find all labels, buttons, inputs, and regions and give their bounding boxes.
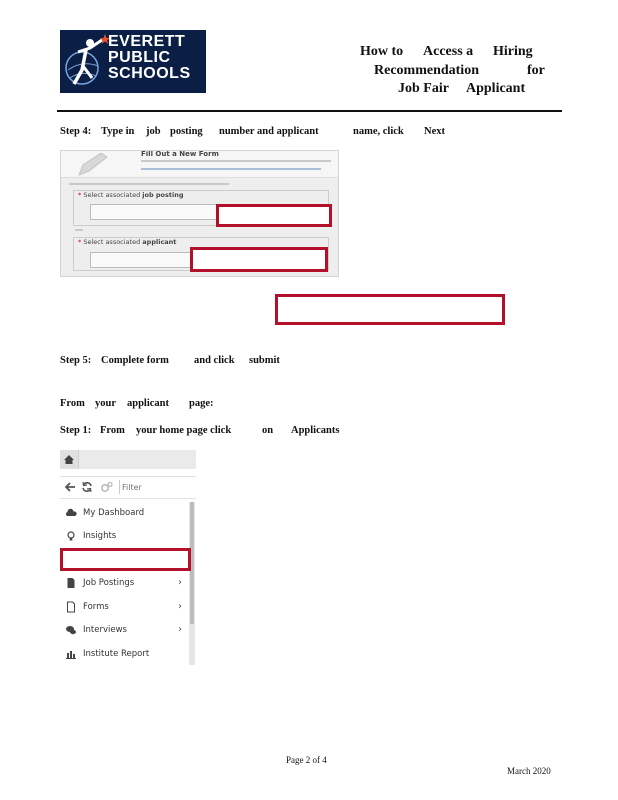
back-arrow-icon[interactable] <box>64 481 76 493</box>
applicant-section: * Select associated applicant <box>73 237 329 271</box>
next-button-highlight[interactable] <box>275 294 505 325</box>
form-icon <box>65 601 77 613</box>
nav-item-my-dashboard[interactable]: My Dashboard <box>60 502 188 524</box>
nav-item-interviews[interactable]: Interviews › <box>60 619 188 641</box>
menu-scrollbar[interactable] <box>189 502 195 665</box>
home-icon <box>60 450 78 469</box>
applicant-highlight <box>190 247 328 272</box>
bar-chart-icon <box>65 648 77 660</box>
page-number: Page 2 of 4 <box>286 755 327 765</box>
job-posting-section: * Select associated job posting <box>73 190 329 226</box>
home-tab[interactable] <box>60 450 79 469</box>
nav-item-forms[interactable]: Forms › <box>60 596 188 618</box>
form-instruction-text <box>69 183 229 185</box>
chevron-right-icon: › <box>178 577 182 588</box>
nav-item-job-postings[interactable]: Job Postings › <box>60 572 188 594</box>
footer-date: March 2020 <box>507 766 551 776</box>
settings-gears-icon[interactable] <box>100 481 113 493</box>
form-heading: Fill Out a New Form <box>141 150 219 158</box>
header-divider <box>57 110 562 112</box>
lightbulb-icon <box>65 530 77 542</box>
chat-icon <box>65 624 77 636</box>
nav-item-applicants-highlight[interactable] <box>60 548 191 571</box>
job-posting-highlight <box>216 204 332 227</box>
chevron-right-icon: › <box>178 601 182 612</box>
refresh-icon[interactable] <box>81 481 93 493</box>
nav-item-insights[interactable]: Insights <box>60 525 188 547</box>
form-help-text <box>141 160 331 162</box>
nav-item-institute-report[interactable]: Institute Report <box>60 643 188 665</box>
chevron-right-icon: › <box>178 624 182 635</box>
filter-input[interactable] <box>122 480 186 494</box>
logo-wordmark: EVERETT PUBLIC SCHOOLS <box>108 33 191 82</box>
menu-screenshot <box>60 450 196 665</box>
form-help-link <box>141 168 321 170</box>
and-text <box>75 229 83 231</box>
form-screenshot <box>60 150 339 277</box>
cloud-icon <box>65 507 77 519</box>
district-logo <box>60 30 206 93</box>
pencil-icon <box>75 153 109 177</box>
top-bar <box>60 450 196 469</box>
document-icon <box>65 577 77 589</box>
